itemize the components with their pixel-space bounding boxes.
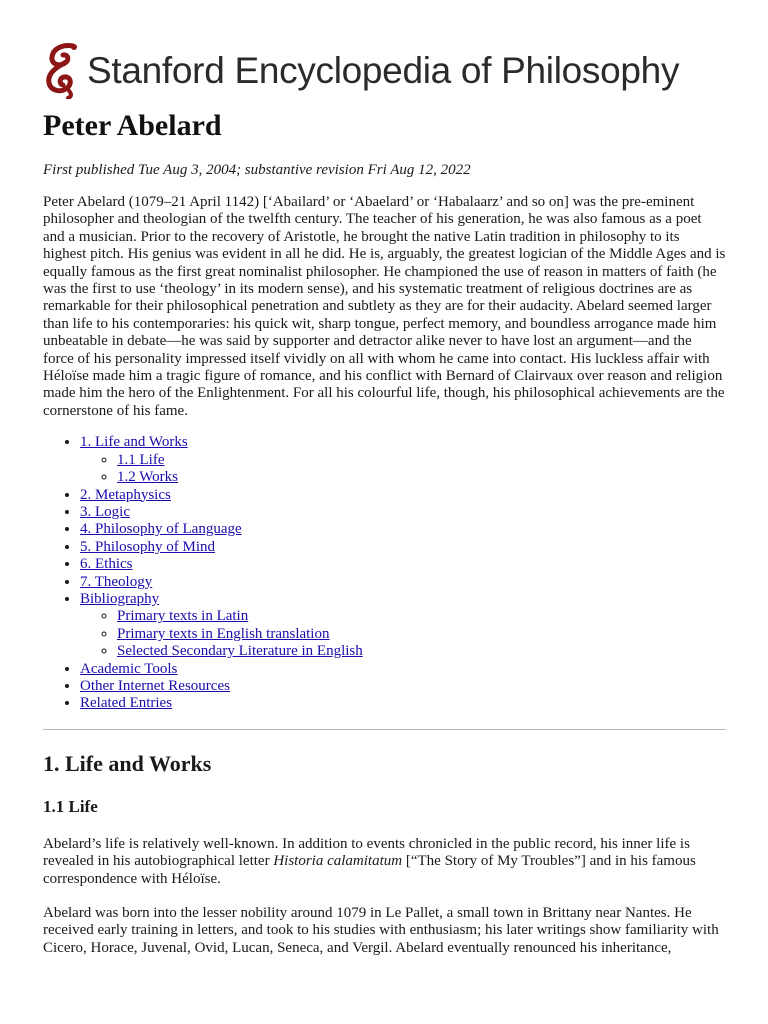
site-header[interactable] xyxy=(43,38,726,102)
toc-item xyxy=(80,487,726,504)
preamble-paragraph: Peter Abelard (1079–21 April 1142) [‘Abailard’ or ‘Abaelard’ or ‘Habalaarz’ and so on] was the pre-eminent philosopher and theologian of the twelfth century. The teacher of his generation, he was also famous as a poet and a musician. Prior to the recovery of Aristotle, he brought the native Latin tradition in philosophy to its highest pitch. His genius was evident in all he did. He is, arguably, the greatest logician of the Middle Ages and is equally famous as the first great nominalist philosopher. He championed the use of reason in matters of faith (he was the first to use ‘theology’ in its modern sense), and his systematic treatment of religious doctrines are as remarkable for their philosophical penetration and subtlety as they are for their audacity. Abelard seemed larger than life to his contemporaries: his quick wit, sharp tongue, perfect memory, and boundless arrogance made him unbeatable in debate—he was said by supporter and detractor alike never to have lost an argument—and the force of his personality impressed itself vividly on all with whom he came into contact. His luckless affair with Héloïse made him a tragic figure of romance, and his conflict with Bernard of Clairvaux over reason and religion made him the hero of the Enlightenment. For all his colourful life, though, his philosophical achievements are the cornerstone of his fame. xyxy=(43,194,726,419)
toc-link-logic[interactable]: 3. Logic xyxy=(80,503,130,520)
work-title: Historia calamitatum xyxy=(273,853,403,870)
subsection-heading-life: 1.1 Life xyxy=(43,796,98,816)
section-heading-life-and-works: 1. Life and Works xyxy=(43,750,212,776)
entry-title: Peter Abelard xyxy=(43,109,222,142)
body-paragraph xyxy=(43,836,726,888)
section-divider xyxy=(43,729,726,730)
body-paragraph: Abelard was born into the lesser nobility around 1079 in Le Pallet, a small town in Brittany near Nantes. He received early training in letters, and took to his studies with enthusiasm; his later writings show familiarity with Cicero, Horace, Juvenal, Ovid, Lucan, Seneca, and Vergil. Abelard eventually renounced his inheritance, xyxy=(43,905,719,956)
toc-item xyxy=(80,556,726,573)
body-text: [“The Story of My Troubles”] and in his famous correspondence with Héloïse. xyxy=(43,853,696,887)
toc-link-life[interactable]: 1.1 Life xyxy=(117,451,165,468)
toc-link-primary-english[interactable]: Primary texts in English translation xyxy=(117,625,330,642)
toc-item xyxy=(117,643,726,660)
page xyxy=(43,38,726,957)
toc-link-academic-tools[interactable]: Academic Tools xyxy=(80,660,178,677)
toc-link-bibliography[interactable]: Bibliography xyxy=(80,590,160,607)
table-of-contents xyxy=(43,434,726,713)
toc-item xyxy=(80,591,726,661)
toc-item xyxy=(80,678,726,695)
toc-item xyxy=(117,608,726,625)
toc-item xyxy=(80,695,726,712)
toc-item xyxy=(117,452,726,469)
publication-info: First published Tue Aug 3, 2004; substantive revision Fri Aug 12, 2022 xyxy=(43,162,471,178)
site-title[interactable]: Stanford Encyclopedia of Philosophy xyxy=(87,50,680,91)
body-text: Abelard’s life is relatively well-known. In addition to events chronicled in the public record, his inner life is revealed in his autobiographical letter xyxy=(43,835,690,870)
toc-link-related-entries[interactable]: Related Entries xyxy=(80,695,173,712)
toc-link-ethics[interactable]: 6. Ethics xyxy=(80,556,133,573)
toc-link-secondary-literature[interactable]: Selected Secondary Literature in English xyxy=(117,643,363,660)
sep-logo-icon[interactable] xyxy=(43,41,83,99)
toc-link-theology[interactable]: 7. Theology xyxy=(80,573,153,590)
toc-item xyxy=(80,661,726,678)
toc-link-works[interactable]: 1.2 Works xyxy=(117,469,179,486)
toc-link-philosophy-of-language[interactable]: 4. Philosophy of Language xyxy=(80,521,242,538)
toc-link-philosophy-of-mind[interactable]: 5. Philosophy of Mind xyxy=(80,538,216,555)
toc-item xyxy=(80,434,726,486)
toc-item xyxy=(80,521,726,538)
toc-link-metaphysics[interactable]: 2. Metaphysics xyxy=(80,486,171,503)
toc-item xyxy=(80,504,726,521)
toc-item xyxy=(80,574,726,591)
toc-item xyxy=(117,469,726,486)
toc-item xyxy=(117,626,726,643)
toc-item xyxy=(80,539,726,556)
toc-link-internet-resources[interactable]: Other Internet Resources xyxy=(80,677,230,694)
toc-link-life-and-works[interactable]: 1. Life and Works xyxy=(80,434,188,451)
toc-link-primary-latin[interactable]: Primary texts in Latin xyxy=(117,608,249,625)
